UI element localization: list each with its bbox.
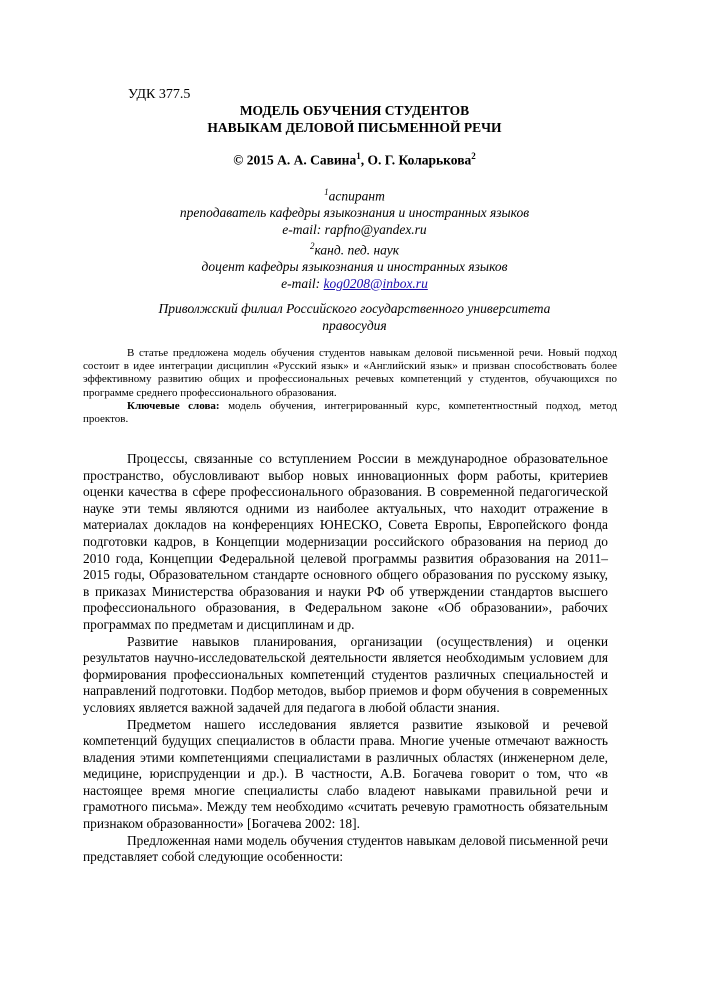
affiliations-block [0,184,709,292]
udk-code: УДК 377.5 [128,87,191,102]
body-paragraph-3: Предметом нашего исследования является развитие языковой и речевой компетенций будущих специалистов в области права. Многие ученые отмечают важность владения этими компетенциями специалистами в различных областях (инженерном деле, медицине, юриспруденции и др.). В частности, А.В. Богачева говорит о том, что «в настоящее время многие специалисты слабо владеют навыками правильной речи и грамотного письма». Между тем необходимо «считать речевую грамотность обязательным признаком образованности» [Богачева 2002: 18]. [83,716,608,832]
article-title [0,102,709,136]
affiliation-2-degree [0,238,709,259]
institution-line-1: Приволжский филиал Российского государственного университета [158,301,551,316]
author-line [0,151,709,169]
affiliation-2-email [0,276,709,293]
affiliation-1-superscript: 1 [324,187,329,197]
authors-prefix: © 2015 А. А. Савина [233,152,357,168]
affiliation-1-email: e-mail: rapfno@yandex.ru [282,221,427,237]
affiliation-1-degree [0,184,709,205]
author-1-superscript: 1 [356,151,361,161]
keywords-list: модель обучения, интегрированный курс, компетентностный подход, метод проектов. [83,399,617,426]
keywords-label: Ключевые слова: [127,399,220,412]
affiliation-1-degree-text: аспирант [328,188,385,204]
abstract [83,347,617,426]
affiliation-2-degree-text: канд. пед. наук [314,242,400,258]
institution-line-2: правосудия [322,318,387,333]
body-paragraph-1: Процессы, связанные со вступлением России в международное образовательное пространство, обусловливают выбор новых инновационных форм работы, критериев оценки качества в сфере профессионального образования. В современной педагогической науке эти темы являются одними из наиболее актуальных, что находит отражение в материалах докладов на конференциях ЮНЕСКО, Совета Европы, Европейского фонда подготовки кадров, в Концепции модернизации российского образования на период до 2010 года, Концепции Федеральной целевой программы развития образования на 2011–2015 годы, Образовательном стандарте основного общего образования по русскому языку, в приказах Министерства образования и науки РФ об утверждении стандартов высшего профессионального образования, в Федеральном законе «Об образовании», рабочих программах по предметам и дисциплинам и др. [83,451,608,632]
article-body [83,451,608,866]
affiliation-1-position: преподаватель кафедры языкознания и иностранных языков [179,205,530,220]
title-line-2: НАВЫКАМ ДЕЛОВОЙ ПИСЬМЕННОЙ РЕЧИ [207,120,502,135]
institution [0,300,709,334]
affiliation-2-superscript: 2 [309,241,315,251]
keywords [83,400,617,426]
email-link[interactable]: kog0208@inbox.ru [323,275,428,291]
title-line-1: МОДЕЛЬ ОБУЧЕНИЯ СТУДЕНТОВ [239,103,470,118]
author-2-superscript: 2 [471,151,476,161]
affiliation-2-email-label: e-mail: [281,275,324,291]
abstract-text: В статье предложена модель обучения студентов навыкам деловой письменной речи. Новый подход состоит в идее интеграции дисциплин «Русский язык» и «Английский язык» и призван способствовать более эффективному развитию общих и профессиональных речевых компетенций у студентов, обучающихся по программе среднего профессионального образования. [83,347,617,399]
body-paragraph-4: Предложенная нами модель обучения студентов навыкам деловой письменной речи представляет собой следующие особенности: [83,832,608,865]
affiliation-2-position: доцент кафедры языкознания и иностранных языков [201,259,508,274]
body-paragraph-2: Развитие навыков планирования, организации (осуществления) и оценки результатов научно-исследовательской деятельности является необходимым условием для формирования профессиональных компетенций студентов различных специальностей и направлений подготовки. Подбор методов, выбор приемов и форм обучения в современных условиях является важной задачей для педагога в любой области знания. [83,633,608,715]
author-2-name: , О. Г. Коларькова [360,152,472,168]
